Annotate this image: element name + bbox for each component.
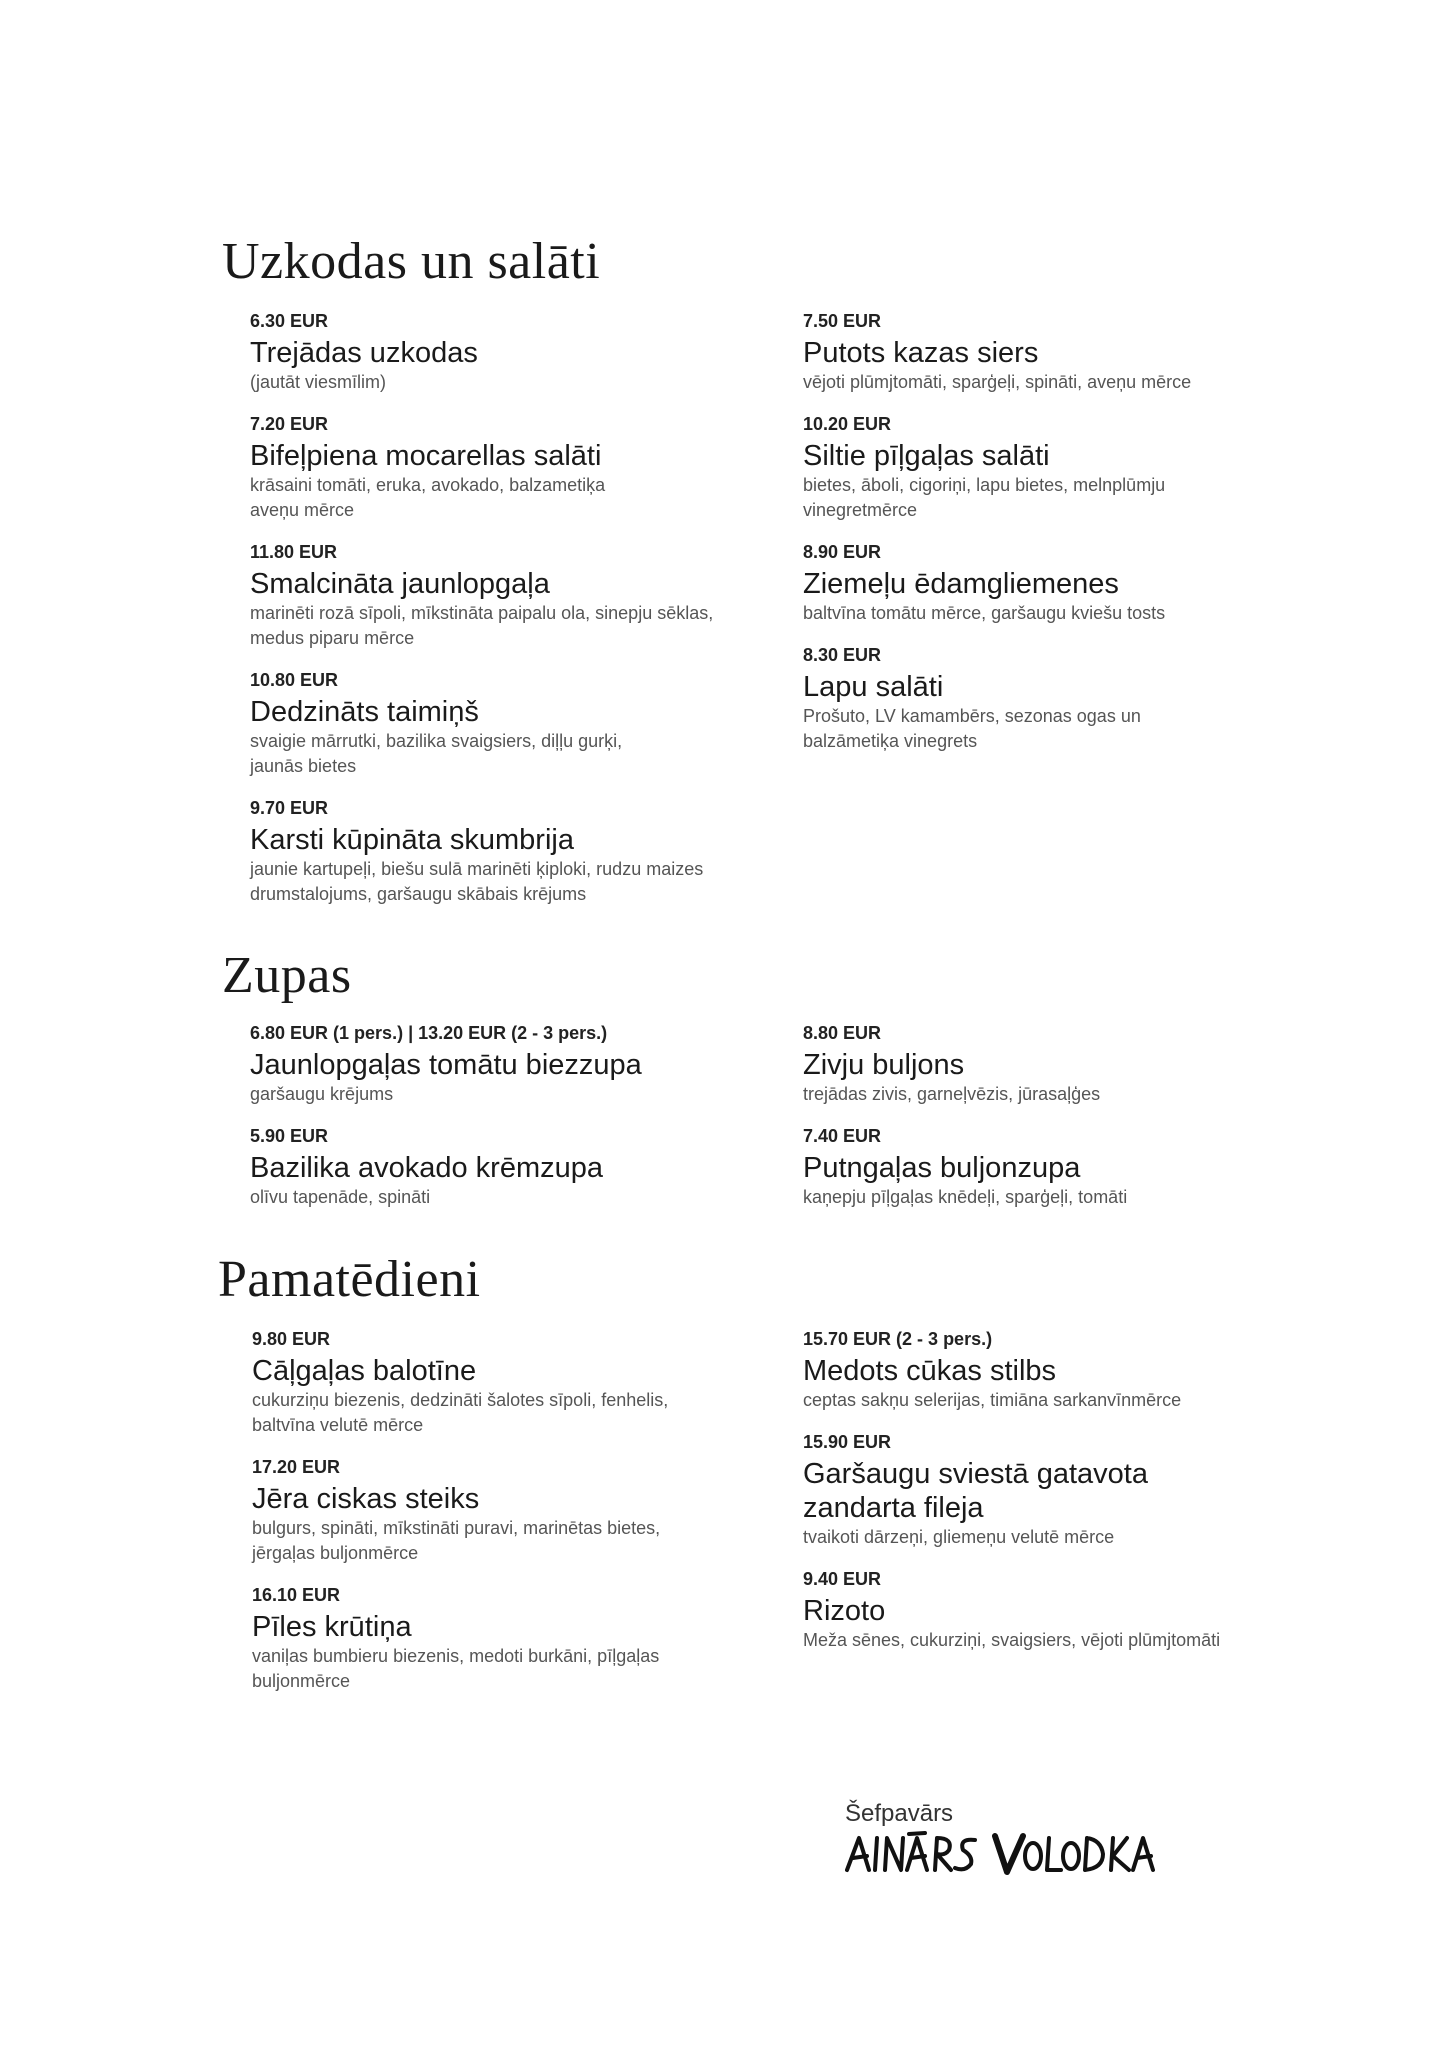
- menu-item-price: 9.70 EUR: [250, 798, 329, 818]
- menu-item: [250, 413, 770, 523]
- menu-item-name: Putots kazas siers: [803, 337, 1039, 369]
- menu-item-description: marinēti rozā sīpoli, mīkstināta paipalu ola, sinepju sēklas, medus piparu mērce: [250, 603, 714, 648]
- menu-item: [803, 644, 1323, 754]
- menu-item-name: Putngaļas buljonzupa: [803, 1152, 1081, 1184]
- menu-item-description: (jautāt viesmīlim): [250, 372, 387, 392]
- menu-item: [803, 413, 1323, 523]
- menu-item: [252, 1328, 772, 1438]
- menu-item-description: garšaugu krējums: [250, 1084, 394, 1104]
- menu-item-name: Lapu salāti: [803, 671, 944, 703]
- menu-item-name: Rizoto: [803, 1595, 886, 1627]
- menu-item-price: 17.20 EUR: [252, 1457, 341, 1477]
- menu-item-price: 16.10 EUR: [252, 1585, 341, 1605]
- menu-item-name: Medots cūkas stilbs: [803, 1355, 1057, 1387]
- menu-item: [803, 541, 1323, 626]
- menu-item: [250, 1125, 770, 1210]
- menu-item: [803, 1328, 1323, 1413]
- mains-left-column: [252, 1328, 772, 1712]
- menu-item-description: krāsaini tomāti, eruka, avokado, balzametiķa aveņu mērce: [250, 475, 606, 520]
- menu-item-name: Dedzināts taimiņš: [250, 696, 479, 728]
- menu-item-name: Pīles krūtiņa: [252, 1611, 412, 1643]
- menu-item-description: svaigie mārrutki, bazilika svaigsiers, diļļu gurķi, jaunās bietes: [250, 731, 623, 776]
- menu-item-description: kaņepju pīļgaļas knēdeļi, sparģeļi, tomāti: [803, 1187, 1128, 1207]
- menu-item: [803, 1568, 1323, 1653]
- menu-item: [803, 310, 1323, 395]
- section-title-main-courses: Pamatēdieni: [218, 1251, 481, 1308]
- menu-item-name: Bifeļpiena mocarellas salāti: [250, 440, 602, 472]
- menu-item-description: trejādas zivis, garneļvēzis, jūrasaļģes: [803, 1084, 1101, 1104]
- chef-signature-block: [845, 1800, 1155, 1878]
- menu-item-price: 10.20 EUR: [803, 414, 892, 434]
- menu-item-price: 7.50 EUR: [803, 311, 882, 331]
- menu-item-name: Siltie pīļgaļas salāti: [803, 440, 1050, 472]
- menu-item-name: Ziemeļu ēdamgliemenes: [803, 568, 1119, 600]
- menu-item-name: Jaunlopgaļas tomātu biezzupa: [250, 1049, 642, 1081]
- menu-item-price: 15.90 EUR: [803, 1432, 892, 1452]
- menu-item-description: bulgurs, spināti, mīkstināti puravi, marinētas bietes, jērgaļas buljonmērce: [252, 1518, 661, 1563]
- chef-signature: [845, 1830, 1155, 1878]
- chef-label: Šefpavārs: [845, 1800, 954, 1827]
- menu-item-description: Meža sēnes, cukurziņi, svaigsiers, vējoti plūmjtomāti: [803, 1630, 1221, 1650]
- menu-item-name: Cāļgaļas balotīne: [252, 1355, 477, 1387]
- menu-item-description: bietes, āboli, cigoriņi, lapu bietes, melnplūmju vinegretmērce: [803, 475, 1166, 520]
- menu-item-description: Prošuto, LV kamambērs, sezonas ogas un balzāmetiķa vinegrets: [803, 706, 1141, 751]
- menu-item-description: jaunie kartupeļi, biešu sulā marinēti ķiploki, rudzu maizes drumstalojums, garšaugu skābais krējums: [250, 859, 704, 904]
- menu-item-price: 8.90 EUR: [803, 542, 882, 562]
- menu-item-price: 11.80 EUR: [250, 542, 338, 562]
- menu-item: [250, 669, 770, 779]
- menu-item-name: Smalcināta jaunlopgaļa: [250, 568, 550, 600]
- menu-item-price: 15.70 EUR (2 - 3 pers.): [803, 1329, 993, 1349]
- menu-item: [252, 1456, 772, 1566]
- menu-item-description: baltvīna tomātu mērce, garšaugu kviešu tosts: [803, 603, 1166, 623]
- menu-item: [250, 310, 770, 395]
- mains-right-column: [803, 1328, 1323, 1671]
- menu-item-price: 5.90 EUR: [250, 1126, 329, 1146]
- menu-item-price: 6.30 EUR: [250, 311, 329, 331]
- menu-item-description: tvaikoti dārzeņi, gliemeņu velutē mērce: [803, 1527, 1115, 1547]
- appetizers-left-column: [250, 310, 770, 925]
- menu-item-description: cukurziņu biezenis, dedzināti šalotes sīpoli, fenhelis, baltvīna velutē mērce: [252, 1390, 669, 1435]
- menu-item: [803, 1022, 1323, 1107]
- menu-item-description: vējoti plūmjtomāti, sparģeļi, spināti, aveņu mērce: [803, 372, 1192, 392]
- menu-item-price: 6.80 EUR (1 pers.) | 13.20 EUR (2 - 3 pers.): [250, 1023, 608, 1043]
- menu-item-price: 7.40 EUR: [803, 1126, 882, 1146]
- menu-item-name: Garšaugu sviestā gatavota zandarta fileja: [803, 1458, 1148, 1524]
- menu-item-description: ceptas sakņu selerijas, timiāna sarkanvīnmērce: [803, 1390, 1182, 1410]
- menu-item: [803, 1431, 1323, 1550]
- appetizers-right-column: [803, 310, 1323, 772]
- menu-item-price: 8.30 EUR: [803, 645, 882, 665]
- menu-item-name: Karsti kūpināta skumbrija: [250, 824, 574, 856]
- section-title-soups: Zupas: [222, 947, 352, 1004]
- menu-item-name: Trejādas uzkodas: [250, 337, 478, 369]
- menu-item-description: olīvu tapenāde, spināti: [250, 1187, 431, 1207]
- menu-item: [252, 1584, 772, 1694]
- menu-item-price: 9.40 EUR: [803, 1569, 882, 1589]
- menu-item-description: vaniļas bumbieru biezenis, medoti burkāni, pīļgaļas buljonmērce: [252, 1646, 660, 1691]
- soups-right-column: [803, 1022, 1323, 1228]
- menu-item-name: Bazilika avokado krēmzupa: [250, 1152, 604, 1184]
- menu-item: [250, 541, 770, 651]
- menu-item-price: 9.80 EUR: [252, 1329, 331, 1349]
- menu-item-name: Jēra ciskas steiks: [252, 1483, 480, 1515]
- soups-left-column: [250, 1022, 770, 1228]
- menu-item: [803, 1125, 1323, 1210]
- menu-item: [250, 1022, 770, 1107]
- menu-item-price: 10.80 EUR: [250, 670, 339, 690]
- menu-item: [250, 797, 770, 907]
- menu-item-name: Zivju buljons: [803, 1049, 965, 1081]
- menu-item-price: 7.20 EUR: [250, 414, 329, 434]
- section-title-appetizers: Uzkodas un salāti: [222, 233, 601, 290]
- menu-item-price: 8.80 EUR: [803, 1023, 882, 1043]
